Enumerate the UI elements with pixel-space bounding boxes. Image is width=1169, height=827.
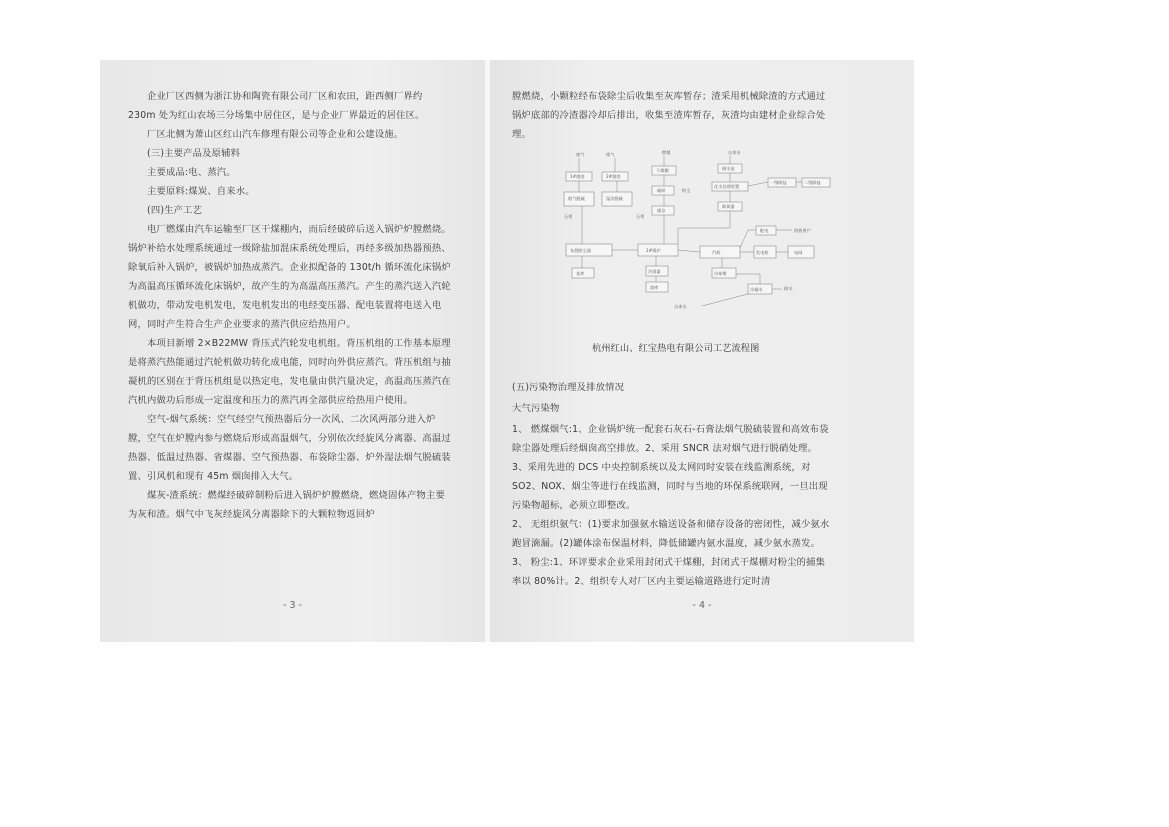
fc-label: 2#烟囱 bbox=[606, 174, 621, 179]
fc-label: 汽机 bbox=[712, 250, 721, 255]
list-item: 2、 无组织氨气：(1)要求加强氨水输送设备和储存设备的密闭性，减少氨水跑冒滴漏。(2)罐体涂布保温材料，降低储罐内氨水温度，减少氨水蒸发。 bbox=[512, 519, 830, 549]
fc-label: 冷却塔 bbox=[714, 271, 727, 276]
paragraph: 空气-烟气系统：空气经空气预热器后分一次风、二次风两部分进入炉膛，空气在炉膛内参与燃烧后形成高温烟气，分别依次经旋风分离器、高温过热器、低温过热器、省煤器、空气预热器、布袋除尘器、炉外湿法烟气脱硫装置、引风机和现有 45m 烟囱排入大气。 bbox=[128, 414, 451, 482]
paragraph: 煤灰-渣系统：燃煤经破碎制粉后进入锅炉炉膛燃烧，燃烧固体产物主要为灰和渣。烟气中飞灰经旋风分离器除下的大颗粒物返回炉 bbox=[128, 490, 445, 520]
fc-connector bbox=[702, 294, 748, 306]
right-body-text bbox=[512, 378, 832, 591]
fc-label: 一级除盐 bbox=[770, 180, 787, 185]
fc-label: 冷凝水 bbox=[750, 287, 763, 292]
fc-label: 自来水 bbox=[728, 150, 741, 155]
fc-label: 排水 bbox=[784, 286, 793, 291]
section-heading: (四)生产工艺 bbox=[147, 205, 203, 216]
flowchart-caption: 杭州红山、红宝热电有限公司工艺流程图 bbox=[592, 343, 760, 354]
paragraph: 主要原料:煤炭、自来水。 bbox=[147, 186, 255, 197]
fc-label: 化水处理装置 bbox=[714, 184, 740, 189]
fc-label: 灰库 bbox=[576, 271, 585, 276]
fc-connector bbox=[748, 182, 768, 186]
fc-label: 除氧器 bbox=[722, 204, 735, 209]
paragraph: 厂区北侧为萧山区红山汽车修理有限公司等企业和公建设施。 bbox=[147, 129, 404, 140]
left-page-text bbox=[128, 87, 452, 524]
fc-label: 石膏 bbox=[564, 214, 573, 219]
page-right bbox=[490, 60, 914, 642]
page-left bbox=[100, 60, 485, 642]
list-item: 1、 燃煤烟气:1、企业锅炉统一配套石灰石-石膏法烟气脱硫装置和高效布袋除尘器处理后经烟囱高空排放。2、采用 SNCR 法对烟气进行脱硝处理。3、采用先进的 DCS 中央控制系统以及太网同时安装在线监测系统，对 SO2、NOX、烟尘等进行在线监测，同时与当地的环保系统联网，一旦出现污染物超标，必须立即整改。 bbox=[512, 424, 829, 511]
fc-label: 湿法脱硫 bbox=[606, 196, 623, 201]
fc-label: 粉尘 bbox=[682, 188, 691, 193]
fc-label: 渣库 bbox=[650, 285, 659, 290]
fc-label: 布袋除尘器 bbox=[570, 248, 591, 253]
fc-connector bbox=[740, 230, 756, 248]
paragraph: 膛燃烧，小颗粒经布袋除尘后收集至灰库暂存；渣采用机械除渣的方式通过锅炉底部的冷渣器冷却后排出，收集至渣库暂存，灰渣均由建材企业综合处理。 bbox=[512, 91, 826, 140]
fc-label: 配电 bbox=[760, 228, 769, 233]
right-top-text bbox=[512, 87, 832, 144]
fc-label: 烟气脱硫 bbox=[568, 196, 585, 201]
fc-label: 1#烟囱 bbox=[570, 174, 585, 179]
fc-connector bbox=[678, 250, 700, 252]
fc-label: 供热用户 bbox=[794, 228, 811, 233]
fc-label: 废气 bbox=[576, 152, 585, 157]
paragraph: 主要成品:电、蒸汽。 bbox=[147, 167, 236, 178]
fc-label: 干煤棚 bbox=[656, 168, 669, 173]
fc-label: 1#锅炉 bbox=[646, 248, 661, 253]
fc-label: 电网 bbox=[794, 250, 803, 255]
subsection-heading: 大气污染物 bbox=[512, 403, 560, 414]
process-flowchart bbox=[562, 148, 838, 318]
document-spread bbox=[100, 60, 914, 642]
fc-label: 储水池 bbox=[722, 166, 735, 171]
fc-connector bbox=[678, 211, 730, 244]
fc-label: 燃煤 bbox=[662, 150, 671, 155]
paragraph: 企业厂区西侧为浙江协和陶瓷有限公司厂区和农田，距西侧厂界约 230m 处为红山农场三分场集中居住区，是与企业厂界最近的居住区。 bbox=[128, 91, 425, 121]
fc-label: 冷渣器 bbox=[648, 269, 661, 274]
fc-label: 废气 bbox=[606, 152, 615, 157]
paragraph: 电厂燃煤由汽车运输至厂区干煤棚内，而后经破碎后送入锅炉炉膛燃烧。锅炉补给水处理系统通过一级除盐加混床系统处理后，再经多级加热器预热、除氧后补入锅炉，被锅炉加热成蒸汽。企业拟配备的 130t/h 循环流化床锅炉为高温高压循环流化床锅炉，故产生的为高温高压蒸汽。产生的蒸汽送入汽轮机做功，带动发电机发电，发电机发出的电经变压器、配电装置将电送入电网，同时产生符合生产企业要求的蒸汽供应给热用户。 bbox=[128, 224, 451, 330]
fc-label: 破碎 bbox=[657, 188, 666, 193]
fc-label: 石膏 bbox=[636, 214, 645, 219]
page-number: - 4 - bbox=[692, 600, 712, 611]
fc-label: 煤仓 bbox=[657, 208, 666, 213]
flowchart-svg bbox=[562, 148, 838, 318]
section-heading: (三)主要产品及原辅料 bbox=[147, 148, 241, 159]
fc-label: 二级除盐 bbox=[804, 180, 821, 185]
paragraph: 本项目新增 2×B22MW 背压式汽轮发电机组。背压机组的工作基本原理是将蒸汽热能通过汽轮机做功转化成电能，同时向外供应蒸汽。背压机组与抽凝机的区别在于背压机组是以热定电，发电量由供汽量决定，高温高压蒸汽在汽机内做功后形成一定温度和压力的蒸汽再全部供应给热用户使用。 bbox=[128, 338, 451, 406]
section-heading: (五)污染物治理及排放情况 bbox=[512, 382, 625, 393]
page-number: - 3 - bbox=[283, 600, 302, 611]
fc-label: 发电机 bbox=[756, 250, 769, 255]
fc-label: 自来水 bbox=[674, 304, 687, 309]
fc-connector bbox=[736, 274, 760, 284]
list-item: 3、 粉尘:1、环评要求企业采用封闭式干煤棚，封闭式干煤棚对粉尘的捕集率以 80%计。2、组织专人对厂区内主要运输道路进行定时清 bbox=[512, 557, 826, 587]
